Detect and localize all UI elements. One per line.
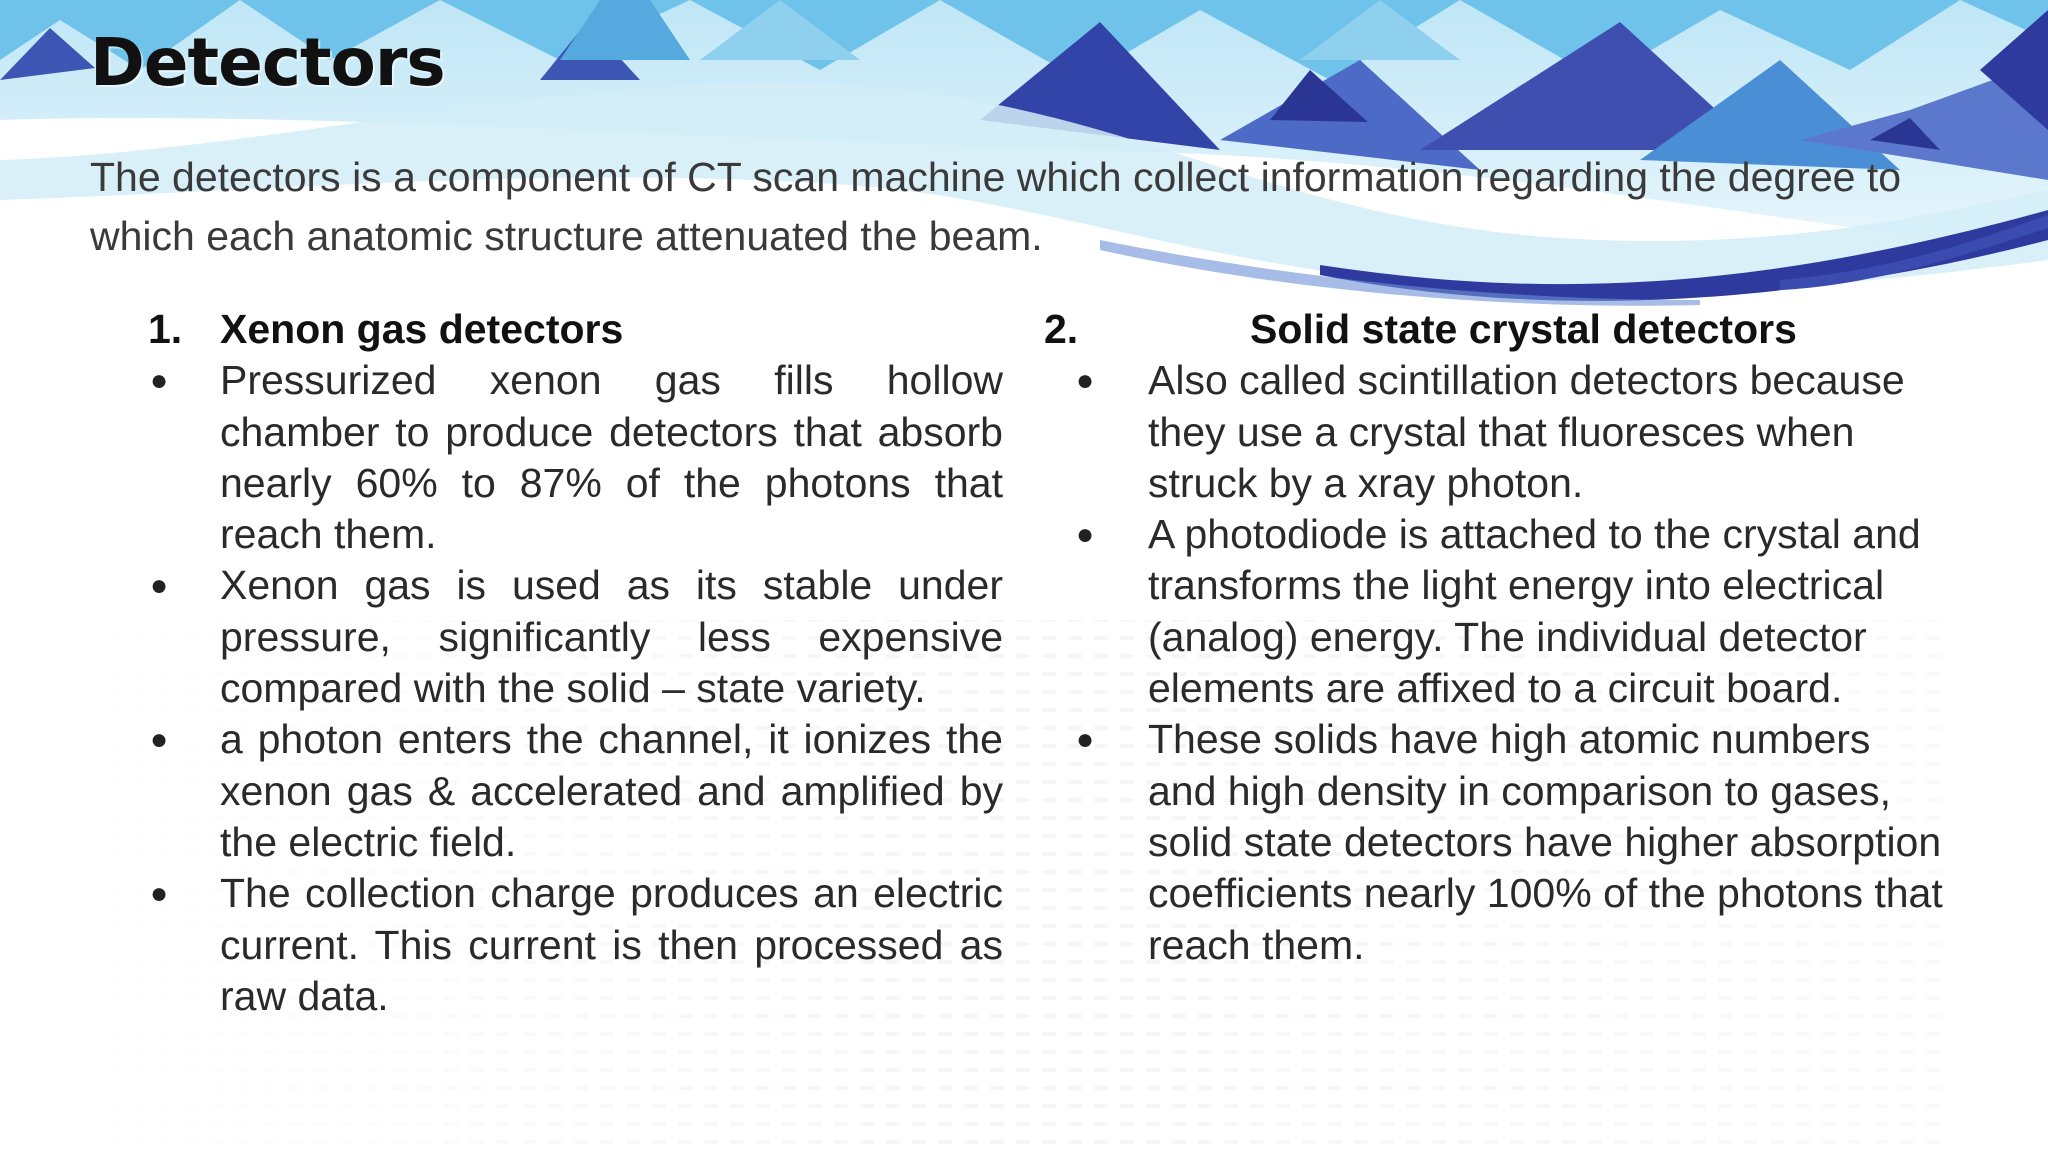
xenon-bullet-list xyxy=(148,355,1003,1022)
list-item-text: These solids have high atomic numbers and high density in comparison to gases, solid state detectors have higher absorption coefficients nearly 100% of the photons that reach them. xyxy=(1148,716,1943,968)
solid-state-heading-row xyxy=(1040,304,1950,355)
list-item xyxy=(148,560,1003,714)
solid-state-bullet-list xyxy=(1040,355,1950,971)
xenon-number: 1. xyxy=(148,306,183,352)
list-item xyxy=(148,355,1003,560)
solid-state-heading: Solid state crystal detectors xyxy=(1250,306,1797,352)
list-item xyxy=(1040,509,1950,714)
solid-state-number: 2. xyxy=(1044,306,1079,352)
list-item-text: Pressurized xenon gas fills hollow chamber to produce detectors that absorb nearly 60% to 87% of the photons that reach them. xyxy=(220,357,1003,558)
bullet-icon: ● xyxy=(1076,364,1095,398)
xenon-heading-row xyxy=(148,304,1003,355)
bullet-icon: ● xyxy=(150,723,169,757)
bullet-icon: ● xyxy=(1076,723,1095,757)
list-item xyxy=(148,714,1003,868)
bullet-icon: ● xyxy=(1076,518,1095,552)
list-item-text: Xenon gas is used as its stable under pressure, significantly less expensive compared with the solid – state variety. xyxy=(220,562,1003,712)
list-item-text: A photodiode is attached to the crystal and transforms the light energy into electrical (analog) energy. The individual detector elements are affixed to a circuit board. xyxy=(1148,511,1921,712)
intro-paragraph: The detectors is a component of CT scan machine which collect information regarding the degree to which each anatomic structure attenuated the beam. xyxy=(90,154,1902,259)
bullet-icon: ● xyxy=(150,877,169,911)
list-item-text: Also called scintillation detectors because they use a crystal that fluoresces when struck by a xray photon. xyxy=(1148,357,1905,506)
xenon-heading: Xenon gas detectors xyxy=(220,306,624,352)
list-item-text: a photon enters the channel, it ionizes the xenon gas & accelerated and amplified by the electric field. xyxy=(220,716,1003,865)
list-item-text: The collection charge produces an electric current. This current is then processed as raw data. xyxy=(220,870,1003,1019)
bullet-icon: ● xyxy=(150,364,169,398)
list-item xyxy=(1040,355,1950,509)
solid-state-column xyxy=(1040,304,1950,971)
xenon-column xyxy=(148,304,1003,1022)
list-item xyxy=(148,868,1003,1022)
list-item xyxy=(1040,714,1950,970)
slide-title: Detectors xyxy=(90,24,445,101)
bullet-icon: ● xyxy=(150,569,169,603)
